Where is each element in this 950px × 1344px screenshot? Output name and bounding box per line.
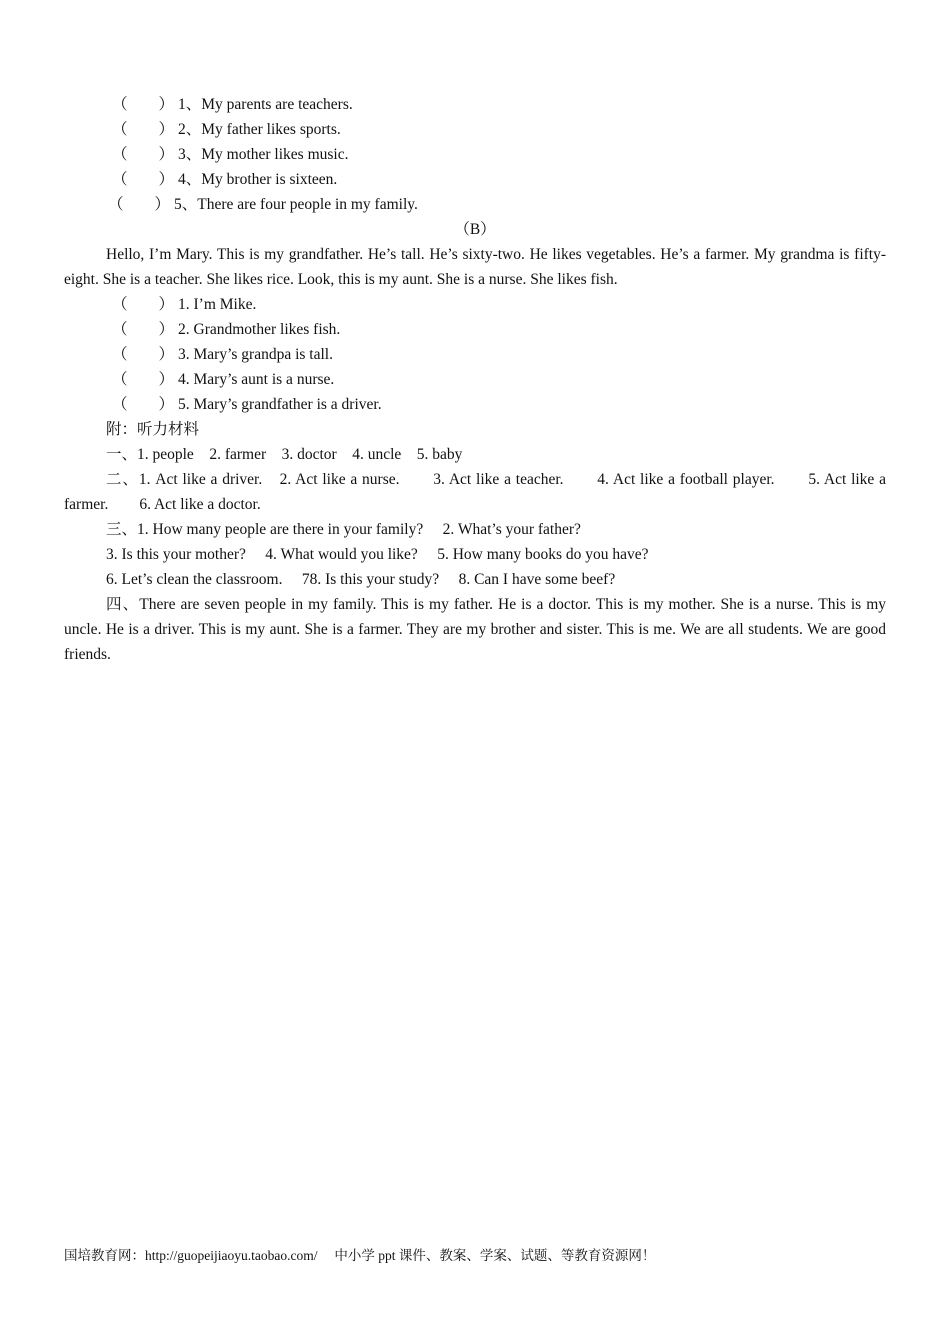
- document-page: [64, 92, 886, 667]
- appendix-section-1: 一、1. people 2. farmer 3. doctor 4. uncle 5. baby: [106, 446, 463, 463]
- part-b-item-2: [64, 317, 886, 342]
- appendix-section-3-line-2: 3. Is this your mother? 4. What would you like? 5. How many books do you have?: [106, 546, 649, 563]
- answer-blank: （ ）: [112, 321, 175, 338]
- statement-text: 3、My mother likes music.: [178, 146, 349, 163]
- answer-blank: （ ）: [112, 96, 175, 113]
- part-a-item-2: [64, 117, 886, 142]
- part-a-item-1: [64, 92, 886, 117]
- answer-blank: （ ）: [112, 296, 175, 313]
- part-a-item-3: [64, 142, 886, 167]
- part-b-passage: Hello, I’m Mary. This is my grandfather. He’s tall. He’s sixty-two. He likes vegetables. He’s a farmer. My grandma is fifty-eight. She is a teacher. She likes rice. Look, this is my aunt. She is a nurse. She likes fish.: [64, 246, 886, 288]
- part-a-item-5: [64, 192, 886, 217]
- answer-blank: （ ）: [112, 396, 175, 413]
- answer-blank: （ ）: [108, 196, 171, 213]
- part-b-item-1: [64, 292, 886, 317]
- appendix-section-4: 四、There are seven people in my family. This is my father. He is a doctor. This is my mother. She is a nurse. This is my uncle. He is a driver. This is my aunt. She is a farmer. They are my brother and sister. This is me. We are all students. We are good friends.: [64, 596, 886, 663]
- part-b-heading: （B）: [454, 221, 496, 238]
- appendix-section-2: 二、1. Act like a driver. 2. Act like a nurse. 3. Act like a teacher. 4. Act like a football player. 5. Act like a farmer. 6. Act like a doctor.: [64, 471, 886, 513]
- statement-text: 1、My parents are teachers.: [178, 96, 353, 113]
- statement-text: 3. Mary’s grandpa is tall.: [178, 346, 333, 363]
- statement-text: 1. I’m Mike.: [178, 296, 257, 313]
- answer-blank: （ ）: [112, 146, 175, 163]
- page-footer: 国培教育网：http://guopeijiaoyu.taobao.com/ 中小学 ppt 课件、教案、学案、试题、等教育资源网！: [64, 1248, 656, 1263]
- answer-blank: （ ）: [112, 121, 175, 138]
- part-b-item-5: [64, 392, 886, 417]
- appendix-title: 附：听力材料: [106, 421, 200, 438]
- answer-blank: （ ）: [112, 371, 175, 388]
- statement-text: 5. Mary’s grandfather is a driver.: [178, 396, 382, 413]
- statement-text: 5、There are four people in my family.: [174, 196, 418, 213]
- part-b-item-4: [64, 367, 886, 392]
- part-a-item-4: [64, 167, 886, 192]
- appendix-section-3-line-3: 6. Let’s clean the classroom. 78. Is this your study? 8. Can I have some beef?: [106, 571, 616, 588]
- appendix-section-3-line-1: 三、1. How many people are there in your family? 2. What’s your father?: [106, 521, 581, 538]
- answer-blank: （ ）: [112, 171, 175, 188]
- statement-text: 4、My brother is sixteen.: [178, 171, 338, 188]
- part-b-item-3: [64, 342, 886, 367]
- statement-text: 2. Grandmother likes fish.: [178, 321, 341, 338]
- statement-text: 2、My father likes sports.: [178, 121, 341, 138]
- statement-text: 4. Mary’s aunt is a nurse.: [178, 371, 335, 388]
- answer-blank: （ ）: [112, 346, 175, 363]
